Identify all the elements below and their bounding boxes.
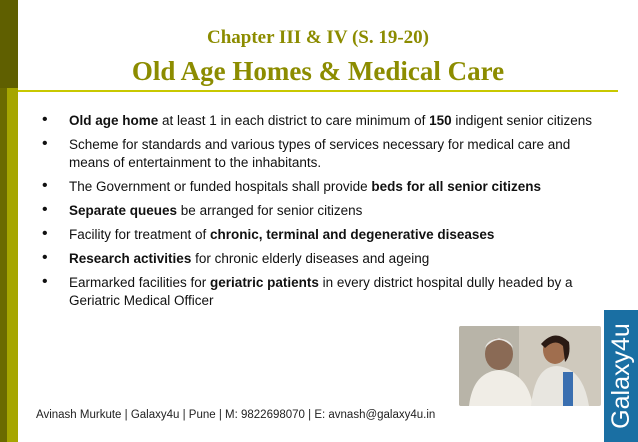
bullet-dot-icon: • [42,225,48,242]
chapter-heading: Chapter III & IV (S. 19-20) [206,27,430,48]
title-divider [18,90,618,92]
slide-title: Old Age Homes & Medical Care [131,56,505,86]
elderly-care-photo [459,326,601,406]
galaxy4u-logo [604,310,638,442]
bullet-text: Facility for treatment of [69,227,211,242]
bullet-emphasis: beds for all senior citizens [371,179,541,194]
bullet-item [42,202,602,220]
bullet-emphasis: geriatric patients [210,275,319,290]
bullet-item [42,274,602,310]
bullet-text: Earmarked facilities for [69,275,211,290]
bullet-emphasis: chronic, terminal and degenerative diseases [210,227,495,242]
bullet-emphasis: Separate queues [69,203,178,218]
bullet-item [42,250,602,268]
bullet-dot-icon: • [42,273,48,290]
bullet-item [42,178,602,196]
bullet-list [42,112,602,316]
bullet-text: be arranged for senior citizens [177,203,363,218]
bullet-dot-icon: • [42,249,48,266]
footer-contact: Avinash Murkute | Galaxy4u | Pune | M: 9822698070 | E: avnash@galaxy4u.in [36,409,436,421]
title-area [18,26,618,88]
bullet-text: indigent senior citizens [451,113,592,128]
brand-text: Galaxy4u [607,323,635,429]
bullet-text: in every district hospital dully headed by a Geriatric Medical Officer [69,275,573,308]
left-accent-top-block [0,0,18,88]
bullet-dot-icon: • [42,135,48,152]
bullet-dot-icon: • [42,177,48,194]
bullet-emphasis: Old age home [69,113,159,128]
bullet-dot-icon: • [42,201,48,218]
bullet-text: for chronic elderly diseases and ageing [191,251,430,266]
bullet-item [42,226,602,244]
bullet-text: The Government or funded hospitals shall provide [69,179,372,194]
bullet-text: at least 1 in each district to care minimum of [158,113,430,128]
bullet-emphasis: 150 [429,113,452,128]
bullet-emphasis: Research activities [69,251,192,266]
bullet-item [42,112,602,130]
bullet-item [42,136,602,172]
bullet-text: Scheme for standards and various types of services necessary for medical care and means of entertainment to the inhabitants. [69,137,571,170]
bullet-dot-icon: • [42,111,48,128]
